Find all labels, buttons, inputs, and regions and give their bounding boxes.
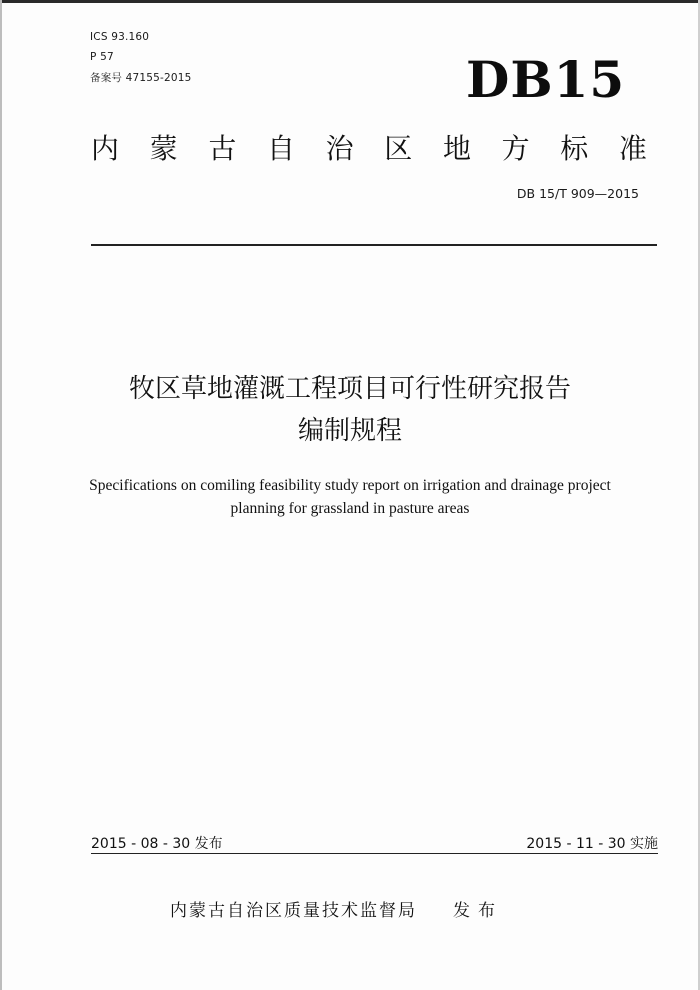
standard-type-char: 古 <box>208 132 237 165</box>
db15-logo <box>466 52 642 108</box>
footer-divider <box>91 853 658 854</box>
p-code: P 57 <box>90 51 114 63</box>
ics-code: ICS 93.160 <box>90 31 150 43</box>
header-divider <box>91 244 657 246</box>
title-zh-line2: 编制规程 <box>297 416 402 446</box>
db15-logo-text: DB15 <box>466 50 626 109</box>
standard-number: DB 15/T 909—2015 <box>516 186 639 201</box>
record-number: 备案号 47155-2015 <box>90 72 192 84</box>
standard-type-char: 区 <box>384 132 413 165</box>
standard-type-char: 蒙 <box>149 132 178 165</box>
scan-edge-top <box>0 0 700 3</box>
title-en-line1: Specifications on comiling feasibility study report on irrigation and drainage project <box>89 477 611 494</box>
publish-label: 发布 <box>453 900 503 921</box>
issue-date: 2015 - 08 - 30 发布 <box>91 836 223 852</box>
publisher-line <box>170 896 503 920</box>
standard-type-char: 地 <box>442 132 471 165</box>
title-en-line2: planning for grassland in pasture areas <box>230 500 470 517</box>
implementation-date: 2015 - 11 - 30 实施 <box>526 836 658 852</box>
standard-type-char: 准 <box>618 132 647 165</box>
standard-type-char: 治 <box>325 132 354 165</box>
standard-type-char: 标 <box>560 132 589 165</box>
title-zh-line1: 牧区草地灌溉工程项目可行性研究报告 <box>128 374 571 404</box>
standard-type-char: 内 <box>91 132 120 165</box>
standard-type-char: 方 <box>501 132 530 165</box>
publisher-name: 内蒙古自治区质量技术监督局 <box>170 900 417 921</box>
standard-type-char: 自 <box>266 132 295 165</box>
standard-type-heading <box>91 131 647 167</box>
